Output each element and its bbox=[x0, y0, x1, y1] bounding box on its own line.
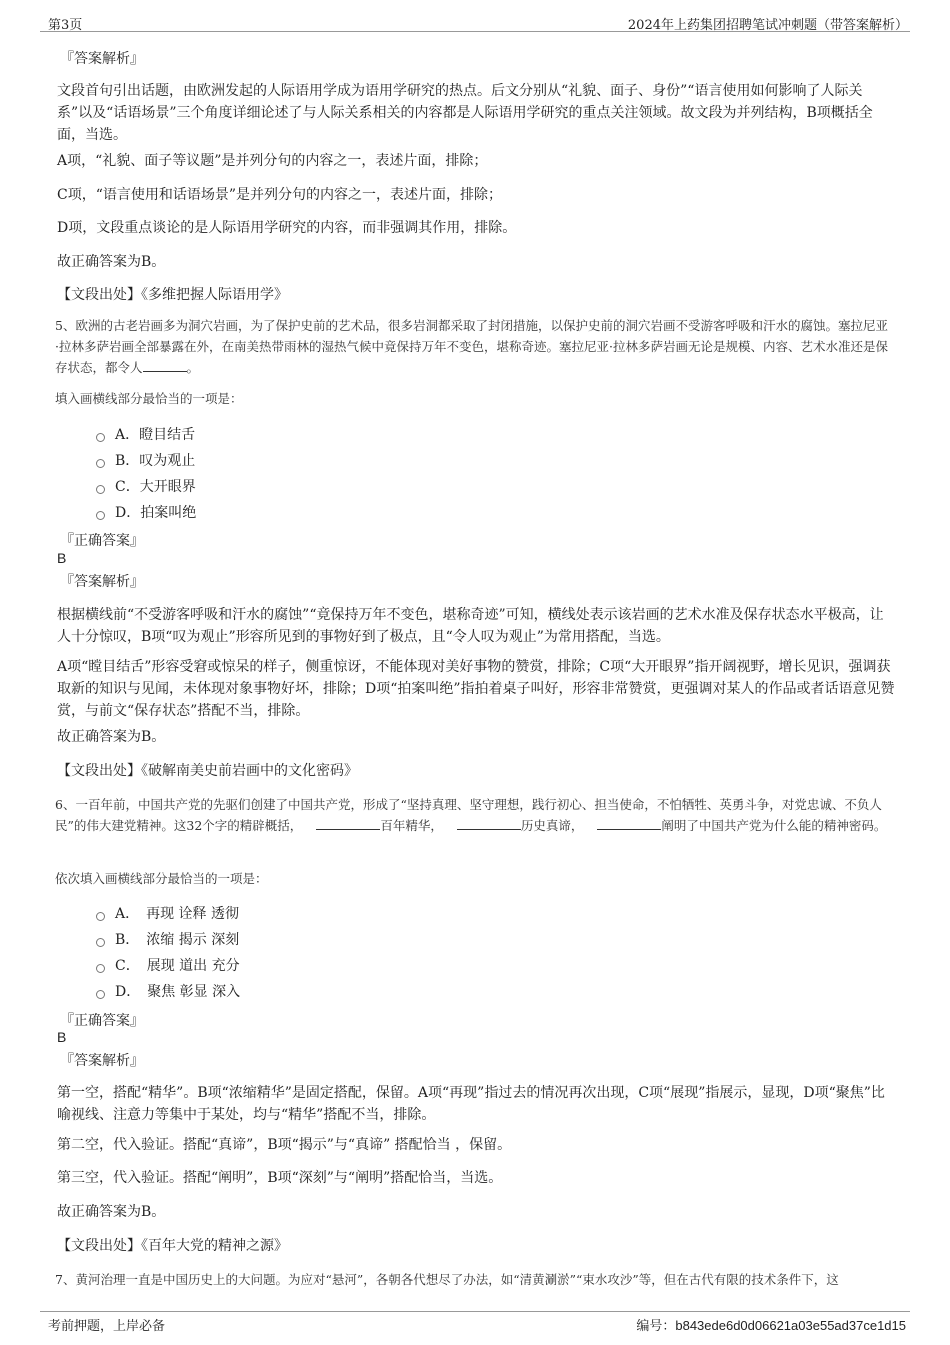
radio-icon[interactable] bbox=[96, 485, 105, 494]
option-label: D． 聚焦 彰显 深入 bbox=[115, 984, 241, 1000]
q4-analysis-para-4: D项，文段重点谈论的是人际语用学研究的内容，而非强调其作用，排除。 bbox=[57, 220, 517, 236]
q5-option-d[interactable] bbox=[96, 502, 196, 522]
q4-analysis-para-1: 文段首句引出话题，由欧洲发起的人际语用学成为语用学研究的热点。后文分别从“礼貌、面子、身份”“语言使用如何影响了人际关系”以及“话语场景”三个角度详细论述了与人际关系相关的内容都是人际语用学研究的重点关注领域。故文段为并列结构，B项概括全面，当选。 bbox=[57, 83, 873, 143]
q6-stem bbox=[55, 794, 890, 836]
radio-icon[interactable] bbox=[96, 511, 105, 520]
q6-analysis-para-3: 第三空，代入验证。搭配“阐明”，B项“深刻”与“阐明”搭配恰当，当选。 bbox=[57, 1170, 503, 1186]
code-value: b843ede6d0d06621a03e55ad37ce1d15 bbox=[675, 1318, 906, 1333]
q6-source: 【文段出处】《百年大党的精神之源》 bbox=[57, 1238, 288, 1254]
option-label: B．叹为观止 bbox=[115, 453, 196, 469]
option-label: A． 再现 诠释 透彻 bbox=[115, 906, 240, 922]
q6-option-c[interactable] bbox=[96, 955, 240, 975]
q4-analysis-para-3: C项，“语言使用和话语场景”是并列分句的内容之一，表述片面，排除； bbox=[57, 187, 503, 203]
footer-slogan: 考前押题，上岸必备 bbox=[48, 1319, 166, 1334]
q6-answer: B bbox=[57, 1029, 67, 1045]
radio-icon[interactable] bbox=[96, 433, 105, 442]
q4-analysis-para-2: A项，“礼貌、面子等议题”是并列分句的内容之一，表述片面，排除； bbox=[57, 153, 488, 169]
q5-source: 【文段出处】《破解南美史前岩画中的文化密码》 bbox=[57, 763, 358, 779]
q5-stem-text: 5、欧洲的古老岩画多为洞穴岩画，为了保护史前的艺术品，很多岩洞都采取了封闭措施，以保护史前的洞穴岩画不受游客呼吸和汗水的腐蚀。塞拉尼亚·拉林多萨岩画全部暴露在外，在南美热带雨林的湿热气候中竟保持万年不变色，堪称奇迹。塞拉尼亚·拉林多萨岩画无论是规模、内容、艺术水准还是保存状态，都令人 bbox=[55, 318, 888, 375]
option-label: D．拍案叫绝 bbox=[115, 505, 197, 521]
q6-stem-part-2: 百年精华， bbox=[380, 818, 443, 833]
radio-icon[interactable] bbox=[96, 990, 105, 999]
page-header bbox=[0, 10, 950, 32]
q6-analysis-para-2: 第二空，代入验证。搭配“真谛”，B项“揭示”与“真谛” 搭配恰当 ，保留。 bbox=[57, 1137, 512, 1153]
q4-conclusion: 故正确答案为B。 bbox=[57, 254, 166, 270]
page-footer bbox=[0, 1305, 950, 1335]
q5-analysis-para-2: A项“瞠目结舌”形容受窘或惊呆的样子，侧重惊讶，不能体现对美好事物的赞赏，排除；C项“大开眼界”指开阔视野，增长见识，强调获取新的知识与见闻，未体现对象事物好坏，排除；D项“拍案叫绝”指拍着桌子叫好，形容非常赞赏，更强调对某人的作品或者话语意见赞赏，与前文“保存状态”搭配不当，排除。 bbox=[57, 659, 895, 719]
code-label: 编号： bbox=[636, 1319, 676, 1334]
radio-icon[interactable] bbox=[96, 912, 105, 921]
q5-blank bbox=[143, 359, 187, 372]
q6-stem-part-4: 阐明了中国共产党为什么能的精神密码。 bbox=[661, 818, 887, 833]
document-title: 2024年上药集团招聘笔试冲刺题（带答案解析） bbox=[627, 18, 908, 33]
option-label: B． 浓缩 揭示 深刻 bbox=[115, 932, 240, 948]
q5-option-b[interactable] bbox=[96, 450, 195, 470]
q5-answer: B bbox=[57, 550, 67, 566]
q5-stem bbox=[55, 315, 890, 378]
option-label: C．大开眼界 bbox=[115, 479, 196, 495]
q6-blank-3 bbox=[597, 817, 661, 830]
q5-stem-end: 。 bbox=[186, 360, 200, 375]
q7-stem: 7、黄河治理一直是中国历史上的大问题。为应对“悬河”，各朝各代想尽了办法，如“清黄涮淤”“束水攻沙”等，但在古代有限的技术条件下，这 bbox=[55, 1272, 839, 1287]
footer-rule bbox=[40, 1311, 910, 1312]
page-number: 第3页 bbox=[48, 18, 83, 33]
header-rule bbox=[40, 31, 910, 32]
q6-blank-2 bbox=[457, 817, 521, 830]
radio-icon[interactable] bbox=[96, 964, 105, 973]
document-code bbox=[636, 1315, 906, 1334]
q6-analysis-para-1: 第一空，搭配“精华”。B项“浓缩精华”是固定搭配，保留。A项“再现”指过去的情况再次出现，C项“展现”指展示，显现，D项“聚焦”比喻视线、注意力等集中于某处，均与“精华”搭配不当，排除。 bbox=[57, 1085, 885, 1123]
q6-option-d[interactable] bbox=[96, 981, 240, 1001]
q6-stem-part-3: 历史真谛， bbox=[520, 818, 584, 833]
q6-answer-label: 『正确答案』 bbox=[60, 1013, 144, 1029]
q5-option-c[interactable] bbox=[96, 476, 196, 496]
q6-analysis-label: 『答案解析』 bbox=[60, 1053, 144, 1069]
q6-option-b[interactable] bbox=[96, 929, 239, 949]
q6-conclusion: 故正确答案为B。 bbox=[57, 1204, 166, 1220]
q4-analysis-label: 『答案解析』 bbox=[60, 51, 144, 67]
radio-icon[interactable] bbox=[96, 938, 105, 947]
q5-analysis-para-1: 根据横线前“不受游客呼吸和汗水的腐蚀”“竟保持万年不变色，堪称奇迹”可知，横线处表示该岩画的艺术水准及保存状态水平极高，让人十分惊叹，B项“叹为观止”形容所见到的事物好到了极点，且“令人叹为观止”为常用搭配，当选。 bbox=[57, 607, 884, 645]
q6-option-a[interactable] bbox=[96, 903, 239, 923]
q5-conclusion: 故正确答案为B。 bbox=[57, 729, 166, 745]
q4-source: 【文段出处】《多维把握人际语用学》 bbox=[57, 287, 288, 303]
option-label: A．瞪目结舌 bbox=[115, 427, 196, 443]
q5-option-a[interactable] bbox=[96, 424, 195, 444]
q6-stem-text: 6、一百年前，中国共产党的先驱们创建了中国共产党，形成了“坚持真理、坚守理想，践行初心、担当使命，不怕牺牲、英勇斗争，对党忠诚、不负人民”的伟大建党精神。这32个字的精辟概括， bbox=[55, 797, 882, 833]
q5-analysis-label: 『答案解析』 bbox=[60, 574, 144, 590]
q5-answer-label: 『正确答案』 bbox=[60, 533, 144, 549]
radio-icon[interactable] bbox=[96, 459, 105, 468]
q6-blank-1 bbox=[316, 817, 380, 830]
q6-prompt: 依次填入画横线部分最恰当的一项是： bbox=[55, 871, 268, 886]
option-label: C． 展现 道出 充分 bbox=[115, 958, 240, 974]
q5-prompt: 填入画横线部分最恰当的一项是： bbox=[55, 391, 243, 406]
